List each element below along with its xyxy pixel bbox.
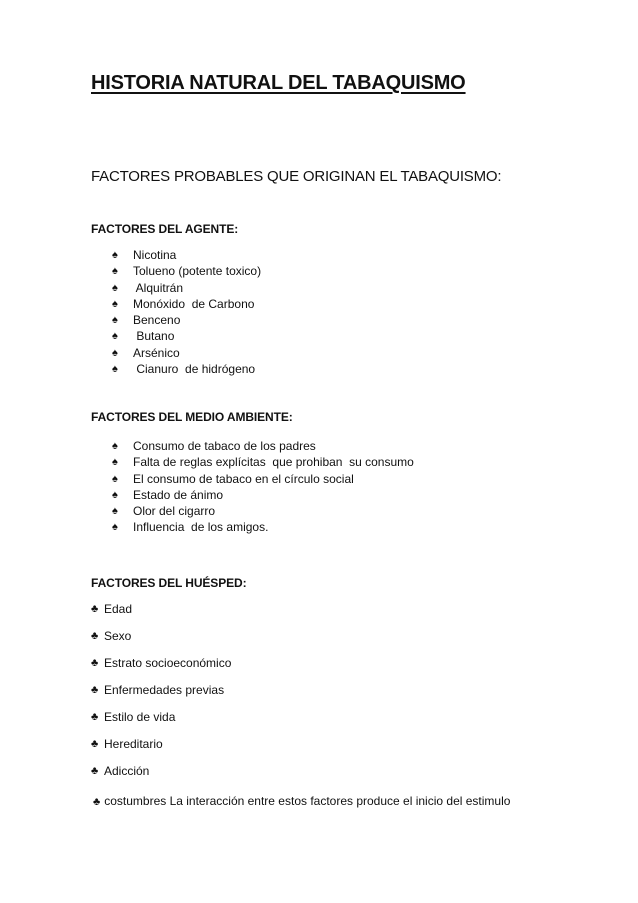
list-item	[112, 503, 414, 519]
huesped-heading: FACTORES DEL HUÉSPED:	[91, 576, 247, 590]
club-icon: ♣	[93, 796, 101, 808]
list-item-label: Arsénico	[133, 345, 180, 360]
spade-icon: ♠	[112, 440, 118, 452]
list-item-label: Estrato socioeconómico	[104, 656, 232, 670]
club-icon: ♣	[91, 738, 99, 750]
list-item	[91, 677, 231, 704]
section-heading: FACTORES PROBABLES QUE ORIGINAN EL TABAQUISMO:	[91, 168, 502, 185]
spade-icon: ♠	[112, 297, 118, 310]
list-item	[112, 247, 261, 263]
list-item-label: Estado de ánimo	[133, 487, 224, 502]
list-item	[91, 650, 231, 677]
closing-line-text: costumbres La interacción entre estos factores produce el inicio del estimulo	[104, 794, 511, 808]
closing-line	[93, 794, 510, 808]
list-item-label: Enfermedades previas	[104, 683, 225, 697]
list-item	[112, 487, 414, 503]
list-item-label: Tolueno (potente toxico)	[133, 264, 262, 279]
list-item	[112, 328, 261, 344]
club-icon: ♣	[91, 657, 99, 669]
list-item	[112, 454, 414, 470]
spade-icon: ♠	[112, 249, 118, 261]
list-item	[112, 345, 261, 361]
list-item	[112, 296, 261, 312]
medio-ambiente-list	[112, 438, 414, 536]
club-icon: ♣	[91, 684, 99, 696]
list-item-label: Hereditario	[104, 737, 163, 751]
club-icon: ♣	[91, 711, 99, 723]
list-item-label: Edad	[104, 602, 133, 616]
list-item-label: El consumo de tabaco en el círculo social	[133, 471, 354, 486]
list-item	[112, 361, 261, 377]
list-item-label: Alquitrán	[133, 280, 184, 295]
list-item-label: Consumo de tabaco de los padres	[133, 439, 316, 453]
club-icon: ♣	[91, 765, 99, 777]
list-item-label: Butano	[133, 329, 175, 344]
list-item	[91, 731, 231, 758]
spade-icon: ♠	[112, 521, 118, 534]
spade-icon: ♠	[112, 281, 118, 294]
list-item	[91, 758, 231, 785]
spade-icon: ♠	[112, 265, 118, 278]
spade-icon: ♠	[112, 363, 118, 376]
list-item	[91, 596, 231, 623]
list-item	[112, 312, 261, 328]
list-item	[91, 623, 231, 650]
list-item	[112, 438, 414, 454]
spade-icon: ♠	[112, 346, 118, 359]
list-item-label: Monóxido de Carbono	[133, 296, 255, 311]
list-item-label: Benceno	[133, 313, 181, 328]
list-item-label: Falta de reglas explícitas que prohiban su consumo	[133, 455, 414, 470]
huesped-list	[91, 596, 231, 785]
list-item	[91, 704, 231, 731]
club-icon: ♣	[91, 603, 99, 615]
medio-ambiente-heading: FACTORES DEL MEDIO AMBIENTE:	[91, 410, 293, 424]
list-item	[112, 519, 414, 535]
spade-icon: ♠	[112, 488, 118, 501]
list-item-label: Influencia de los amigos.	[133, 520, 269, 535]
club-icon: ♣	[91, 630, 99, 642]
agente-heading: FACTORES DEL AGENTE:	[91, 222, 239, 236]
spade-icon: ♠	[112, 456, 118, 469]
list-item-label: Estilo de vida	[104, 710, 176, 724]
agente-list	[112, 247, 261, 377]
list-item-label: Adicción	[104, 764, 150, 778]
list-item	[112, 263, 261, 279]
spade-icon: ♠	[112, 472, 118, 485]
spade-icon: ♠	[112, 505, 118, 518]
page-title: HISTORIA NATURAL DEL TABAQUISMO	[91, 72, 466, 94]
list-item-label: Olor del cigarro	[133, 504, 216, 519]
list-item	[112, 280, 261, 296]
list-item-label: Cianuro de hidrógeno	[133, 362, 256, 377]
spade-icon: ♠	[112, 330, 118, 343]
list-item-label: Sexo	[104, 629, 132, 643]
list-item	[112, 471, 414, 487]
spade-icon: ♠	[112, 314, 118, 327]
list-item-label: Nicotina	[133, 248, 177, 262]
